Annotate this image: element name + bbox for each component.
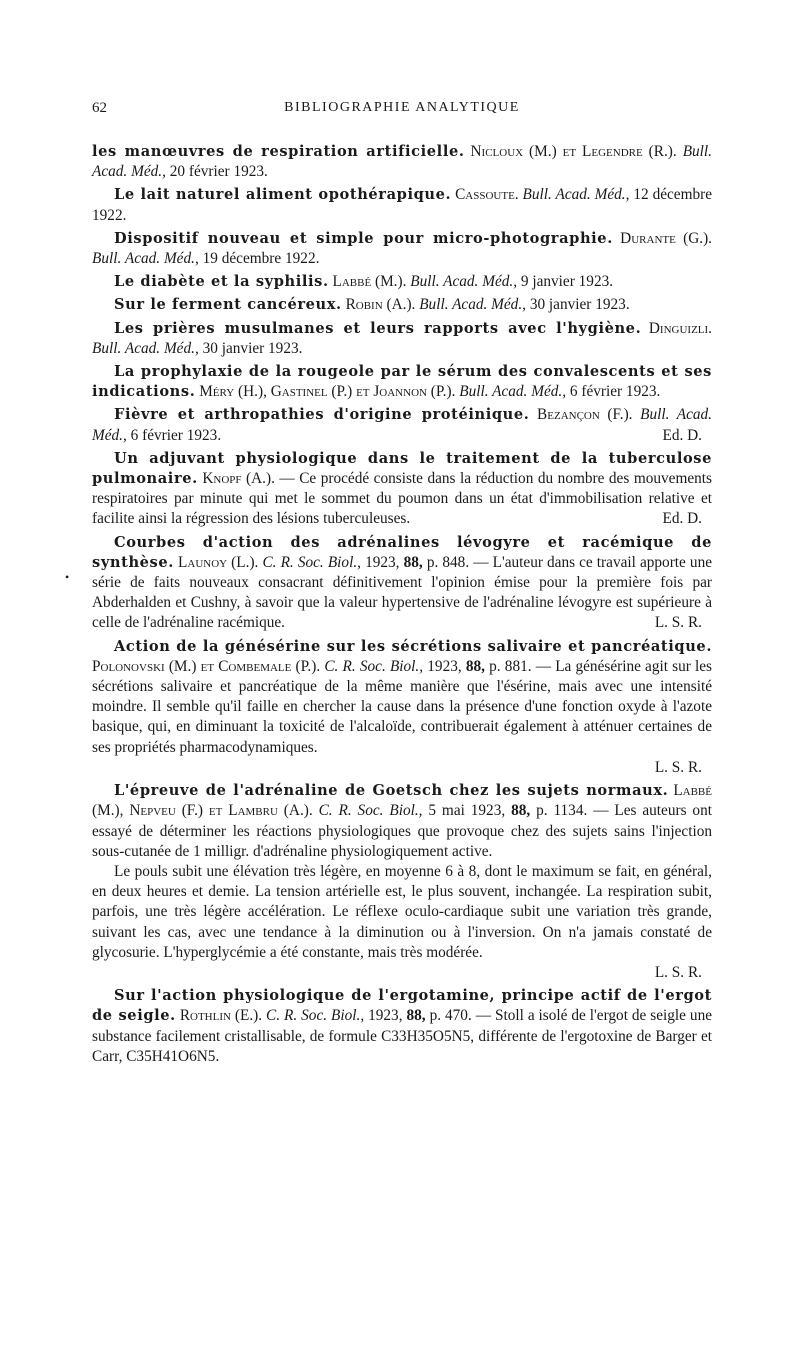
entry-2 bbox=[92, 185, 712, 225]
entry-10 bbox=[92, 533, 712, 634]
entry-date: 20 février 1923. bbox=[169, 163, 268, 181]
entry-authors: Knopf (A.). bbox=[202, 470, 275, 488]
entry-3 bbox=[92, 229, 712, 269]
entry-volume: 88, bbox=[511, 802, 531, 820]
entry-5 bbox=[92, 295, 712, 315]
entry-11 bbox=[92, 637, 712, 778]
entry-date: 6 février 1923. bbox=[569, 383, 661, 401]
entry-13 bbox=[92, 986, 712, 1067]
entry-title: Les prières musulmanes et leurs rapports avec l'hygiène. bbox=[114, 319, 642, 337]
entry-authors: Labbé (M.), Nepveu (F.) et Lambru (A.). bbox=[92, 782, 712, 820]
entry-authors: Nicloux (M.) et Legendre (R.). bbox=[470, 143, 677, 160]
margin-mark: • bbox=[65, 570, 70, 584]
entry-volume: 88, bbox=[465, 657, 485, 675]
entry-pages: p. 848. bbox=[426, 553, 470, 571]
entry-journal: Bull. Acad. Méd., bbox=[419, 296, 526, 314]
entry-journal: C. R. Soc. Biol., bbox=[318, 802, 423, 820]
entry-volume: 88, bbox=[406, 1007, 426, 1025]
entry-date: 30 janvier 1923. bbox=[202, 339, 303, 357]
entry-date: 1923, bbox=[427, 657, 462, 675]
entry-authors: Labbé (M.). bbox=[332, 273, 407, 291]
entry-abstract: — La génésérine agit sur les sécrétions salivaire et pancréatique de la même manière que l'ésérine, mais avec une intensité moindre. Il semble qu'il faille en chercher la cause dans la présence d'une fonction oxyde à l'azote basique, qui, en diminuant la toxicité de l'alcaloïde, contribuerait également à atténuer certaines de ses propriétés pharmacodynamiques. bbox=[92, 657, 713, 756]
entry-title: Action de la génésérine sur les sécrétions salivaire et pancréatique. bbox=[114, 637, 712, 655]
entry-signature: L. S. R. bbox=[654, 963, 702, 981]
entry-volume: 88, bbox=[403, 553, 423, 571]
entries-list bbox=[92, 142, 712, 1067]
entry-abstract: — Les auteurs ont essayé de déterminer les réactions physiologiques que provoque chez des sujets sains l'injection sous-cutanée de 1 milligr. d'adrénaline physiologiquement active. bbox=[92, 802, 712, 860]
entry-pages: p. 1134. bbox=[536, 802, 588, 820]
entry-journal: C. R. Soc. Biol., bbox=[324, 657, 424, 675]
entry-signature: Ed. D. bbox=[662, 510, 702, 528]
page-number: 62 bbox=[92, 100, 107, 116]
entry-authors: Durante (G.). bbox=[620, 229, 712, 247]
entry-journal: Bull. Acad. Méd., bbox=[92, 339, 199, 357]
entry-title: Le lait naturel aliment opothérapique. bbox=[114, 186, 452, 204]
entry-journal: Bull. Acad. Méd., bbox=[522, 186, 630, 204]
running-title: BIBLIOGRAPHIE ANALYTIQUE bbox=[284, 100, 520, 115]
entry-journal: Bull. Acad. Méd., bbox=[459, 383, 567, 401]
entry-date: 30 janvier 1923. bbox=[529, 296, 630, 314]
entry-journal: C. R. Soc. Biol., bbox=[262, 553, 361, 571]
entry-abstract: — L'auteur dans ce travail apporte une série de faits nouveaux consacrant définitivement l'opinion émise pour la première fois par Abderhalden et Cushny, à savoir que la valeur hypertensive de l'adrénaline lévogyre est supérieure à celle de l'adrénaline racémique. bbox=[92, 553, 713, 632]
entry-abstract-paragraph-2: Le pouls subit une élévation très légère, en moyenne 6 à 8, dont le maximum se fait, en général, en deux heures et demie. La tension artérielle est, le plus souvent, inchangée. La respiration subit, parfois, une très légère accélération. Le réflexe oculo-cardiaque subit une variation très grande, suivant les cas, avec une tendance à la diminution ou à l'inversion. On n'a jamais constaté de glycosurie. L'hyperglycémie a été constante, mais très modérée. bbox=[92, 862, 712, 961]
entry-date: 19 décembre 1922. bbox=[202, 250, 320, 268]
entry-journal: Bull. Acad. Méd., bbox=[92, 406, 712, 444]
entry-date: 6 février 1923. bbox=[130, 426, 222, 444]
entry-pages: p. 881. bbox=[489, 657, 532, 675]
entry-authors: Dinguizli. bbox=[648, 319, 712, 337]
entry-6 bbox=[92, 319, 712, 359]
entry-authors: Méry (H.), Gastinel (P.) et Joannon (P.). bbox=[199, 383, 456, 401]
entry-title: Courbes d'action des adrénalines lévogyre et racémique de synthèse. bbox=[92, 533, 712, 571]
entry-title: L'épreuve de l'adrénaline de Goetsch chez les sujets normaux. bbox=[114, 782, 669, 800]
entry-title: Sur le ferment cancéreux. bbox=[114, 296, 342, 314]
entry-authors: Bezançon (F.). bbox=[537, 406, 633, 424]
entry-12 bbox=[92, 781, 712, 983]
entry-journal: Bull. Acad. Méd., bbox=[92, 143, 713, 181]
entry-authors: Robin (A.). bbox=[345, 296, 416, 314]
entry-title: Fièvre et arthropathies d'origine protéinique. bbox=[114, 406, 530, 424]
entry-title: les manœuvres de respiration artificielle. bbox=[92, 143, 465, 160]
entry-journal: Bull. Acad. Méd., bbox=[92, 250, 199, 268]
entry-authors: Cassoute. bbox=[455, 186, 519, 204]
page bbox=[92, 100, 712, 1070]
entry-signature: L. S. R. bbox=[654, 758, 702, 776]
entry-authors: Polonovski (M.) et Combemale (P.). bbox=[92, 657, 321, 675]
entry-authors: Rothlin (E.). bbox=[179, 1007, 263, 1025]
entry-title: Sur l'action physiologique de l'ergotamine, principe actif de l'ergot de seigle. bbox=[92, 987, 712, 1025]
entry-title: Le diabète et la syphilis. bbox=[114, 273, 329, 291]
entry-9 bbox=[92, 449, 712, 530]
entry-journal: Bull. Acad. Méd., bbox=[410, 273, 518, 291]
entry-pages: p. 470. bbox=[429, 1007, 472, 1025]
entry-date: 5 mai 1923, bbox=[428, 802, 506, 820]
entry-signature: L. S. R. bbox=[654, 614, 702, 632]
entry-authors: Launoy (L.). bbox=[178, 553, 259, 571]
entry-date: 9 janvier 1923. bbox=[520, 273, 614, 291]
entry-7 bbox=[92, 362, 712, 402]
entry-title: Dispositif nouveau et simple pour micro-photographie. bbox=[114, 229, 613, 247]
entry-journal: C. R. Soc. Biol., bbox=[266, 1007, 365, 1025]
entry-abstract: — Stoll a isolé de l'ergot de seigle une substance facilement cristallisable, de formule C33H35O5N5, différente de l'ergotoxine de Barger et Carr, C35H41O6N5. bbox=[92, 1007, 713, 1065]
entry-title: Un adjuvant physiologique dans le traitement de la tuberculose pulmonaire. bbox=[92, 449, 712, 488]
entry-abstract: — Ce procédé consiste dans la réduction du nombre des mouvements respiratoires par minute qui met le sommet du poumon dans un état d'immobilisation relative et facilite ainsi la régression des lésions tuberculeuses. bbox=[92, 470, 712, 528]
entry-date: 12 décembre 1922. bbox=[92, 186, 713, 224]
entry-4 bbox=[92, 272, 712, 292]
entry-date: 1923, bbox=[365, 553, 400, 571]
entry-signature: Ed. D. bbox=[662, 426, 702, 444]
running-head bbox=[92, 100, 712, 126]
entry-8 bbox=[92, 405, 712, 445]
entry-1 bbox=[92, 142, 712, 182]
entry-date: 1923, bbox=[368, 1007, 403, 1025]
entry-title: La prophylaxie de la rougeole par le sérum des convalescents et ses indications. bbox=[92, 363, 712, 401]
